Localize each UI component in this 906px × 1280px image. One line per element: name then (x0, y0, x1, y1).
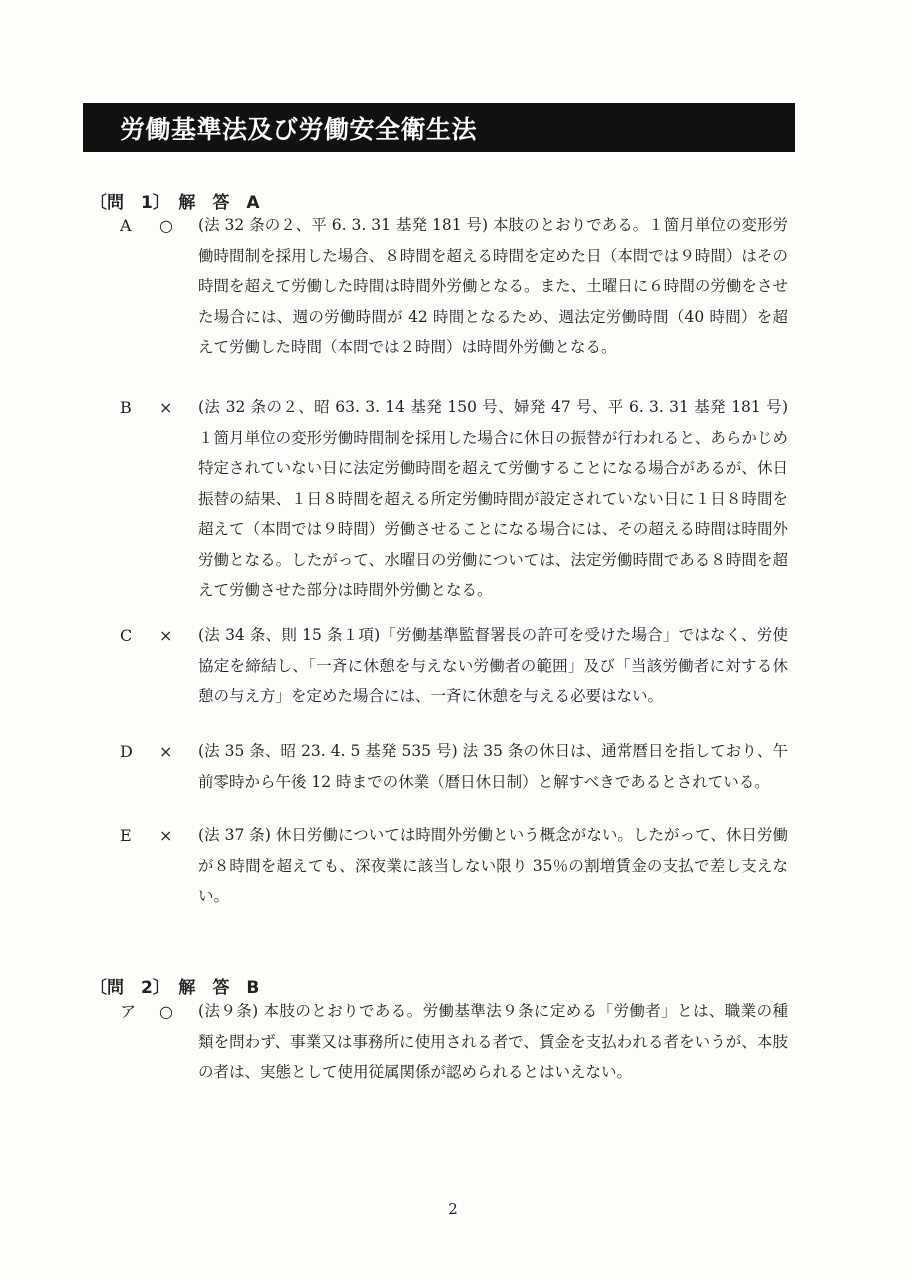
item-explanation: (法 32 条の２、平 6. 3. 31 基発 181 号) 本肢のとおりである。１箇月単位の変形労働時間制を採用した場合、８時間を超える時間を定めた日（本問では９時間）はその時間を超えて労働した時間は時間外労働となる。また、土曜日に６時間の労働をさせた場合には、週の労働時間が 42 時間となるため、週法定労働時間（40 時間）を超えて労働した時間（本問では２時間）は時間外労働となる。 (198, 216, 788, 356)
item-explanation: (法 35 条、昭 23. 4. 5 基発 535 号) 法 35 条の休日は、通常暦日を指しており、午前零時から午後 12 時までの休業（暦日休日制）と解すべきであるとされている。 (198, 742, 788, 791)
item-mark: × (159, 826, 173, 845)
item-mark: ○ (159, 1002, 173, 1021)
item-explanation: (法 34 条、則 15 条１項)「労働基準監督署長の許可を受けた場合」ではなく、労使協定を締結し、「一斉に休憩を与えない労働者の範囲」及び「当該労働者に対する休憩の与え方」を定めた場合には、一斉に休憩を与える必要はない。 (198, 626, 788, 705)
item-label: E (120, 826, 132, 845)
item-label: D (120, 742, 133, 761)
item-mark: ○ (159, 216, 173, 235)
item-label: A (120, 216, 132, 235)
item-label: B (120, 398, 132, 417)
item-explanation: (法 37 条) 休日労働については時間外労働という概念がない。したがって、休日労働が８時間を超えても、深夜業に該当しない限り 35％の割増賃金の支払で差し支えない。 (198, 826, 788, 905)
section-title: 労働基準法及び労働安全衛生法 (120, 114, 478, 144)
item-mark: × (159, 398, 173, 417)
item-explanation: (法９条) 本肢のとおりである。労働基準法９条に定める「労働者」とは、職業の種類を問わず、事業又は事務所に使用される者で、賃金を支払われる者をいうが、本肢の者は、実態として使用従属関係が認められるとはいえない。 (198, 1002, 788, 1081)
page-number: 2 (448, 1200, 458, 1218)
item-explanation: (法 32 条の２、昭 63. 3. 14 基発 150 号、婦発 47 号、平 6. 3. 31 基発 181 号) １箇月単位の変形労働時間制を採用した場合に休日の振替が行われると、あらかじめ特定されていない日に法定労働時間を超えて労働することになる場合があるが、休日振替の結果、１日８時間を超える所定労働時間が設定されていない日に１日８時間を超えて（本問では９時間）労働させることになる場合には、その超える時間は時間外労働となる。したがって、水曜日の労働については、法定労働時間である８時間を超えて労働させた部分は時間外労働となる。 (198, 398, 788, 599)
section-title-bar (83, 103, 795, 152)
item-mark: × (159, 626, 173, 645)
question-2-heading: 〔問 2〕 解 答 B (90, 978, 260, 998)
item-mark: × (159, 742, 173, 761)
item-label: ア (120, 1002, 137, 1021)
item-label: C (120, 626, 133, 645)
question-1-heading: 〔問 1〕 解 答 A (90, 193, 260, 213)
